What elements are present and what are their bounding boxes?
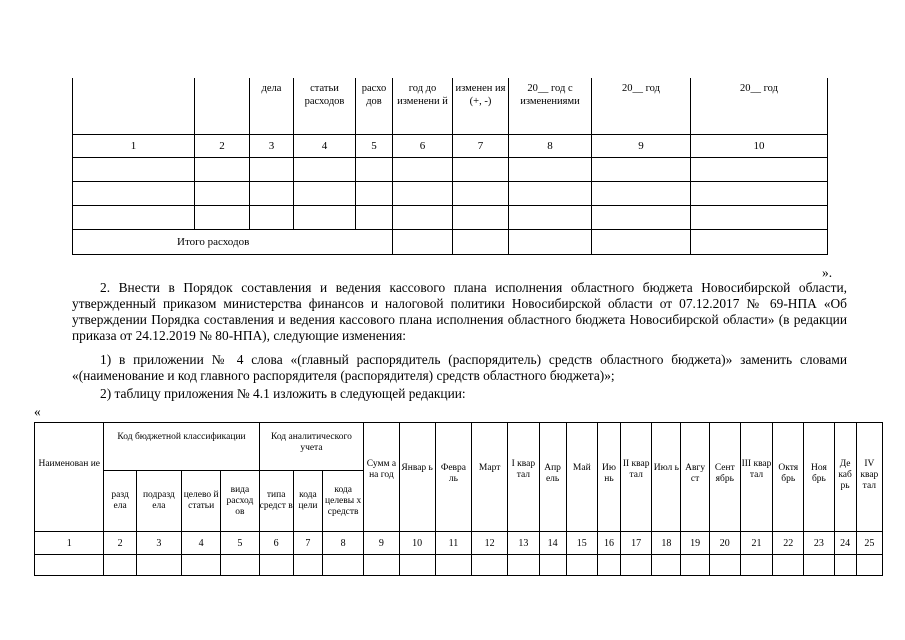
empty-cell [323, 555, 364, 576]
column-number: 3 [136, 532, 181, 555]
empty-cell [566, 555, 597, 576]
empty-cell [621, 555, 652, 576]
budget-subheader: целево й статьи [182, 471, 221, 532]
list-item-1: 1) в приложении № 4 слова «(главный распорядитель (распорядитель) средств областного бюджета)» заменить словами «(наименование и код главного распорядителя (распорядителя) средств областного бюджета)»; [72, 352, 847, 383]
top-budget-table [72, 78, 828, 255]
top-table-number-row [73, 135, 828, 158]
month-header: Январ ь [399, 423, 435, 532]
empty-cell [539, 555, 566, 576]
empty-cell [453, 182, 509, 206]
column-number: 5 [221, 532, 259, 555]
empty-cell [508, 555, 539, 576]
name-column-header: Наименован ие [35, 423, 104, 532]
empty-cell [356, 182, 393, 206]
cash-plan-header-row [35, 423, 883, 471]
analytic-subheader: кода целевы х средств [323, 471, 364, 532]
empty-cell [393, 206, 453, 230]
cash-plan-empty-row [35, 555, 883, 576]
empty-cell [182, 555, 221, 576]
empty-cell [592, 230, 691, 255]
top-header-cell: 20__ год с изменениями [509, 78, 592, 135]
empty-cell [195, 158, 250, 182]
empty-cell [652, 555, 681, 576]
month-header: Май [566, 423, 597, 532]
month-header: Апр ель [539, 423, 566, 532]
column-number: 6 [259, 532, 293, 555]
month-header: Октя брь [773, 423, 804, 532]
month-header: Авгу ст [681, 423, 709, 532]
empty-cell [509, 230, 592, 255]
empty-cell [250, 158, 294, 182]
empty-cell [509, 206, 592, 230]
cash-plan-table [34, 422, 883, 576]
empty-cell [804, 555, 834, 576]
column-number: 15 [566, 532, 597, 555]
empty-cell [509, 182, 592, 206]
empty-cell [393, 158, 453, 182]
column-number: 21 [740, 532, 772, 555]
top-header-cell: статьи расходов [294, 78, 356, 135]
empty-cell [399, 555, 435, 576]
empty-cell [597, 555, 620, 576]
column-number: 2 [104, 532, 136, 555]
column-number: 7 [453, 135, 509, 158]
quarter-header: III квар тал [740, 423, 772, 532]
empty-cell [709, 555, 740, 576]
column-number: 10 [691, 135, 828, 158]
column-number: 12 [472, 532, 508, 555]
column-number: 23 [804, 532, 834, 555]
empty-cell [294, 182, 356, 206]
top-header-cell [195, 78, 250, 135]
empty-cell [834, 555, 856, 576]
analytic-code-header: Код аналитического учета [259, 423, 364, 471]
top-header-cell: год до изменени й [393, 78, 453, 135]
column-number: 22 [773, 532, 804, 555]
quarter-header: IV квар тал [856, 423, 882, 532]
empty-cell [259, 555, 293, 576]
column-number: 17 [621, 532, 652, 555]
empty-cell [364, 555, 399, 576]
top-table-empty-row [73, 158, 828, 182]
top-header-cell: 20__ год [691, 78, 828, 135]
empty-cell [691, 158, 828, 182]
column-number: 8 [323, 532, 364, 555]
empty-cell [250, 206, 294, 230]
closing-quote: ». [822, 265, 833, 280]
column-number: 9 [364, 532, 399, 555]
column-number: 6 [393, 135, 453, 158]
empty-cell [691, 206, 828, 230]
empty-cell [195, 182, 250, 206]
empty-cell [195, 206, 250, 230]
empty-cell [740, 555, 772, 576]
top-header-cell: 20__ год [592, 78, 691, 135]
column-number: 13 [508, 532, 539, 555]
empty-cell [104, 555, 136, 576]
empty-cell [393, 182, 453, 206]
column-number: 14 [539, 532, 566, 555]
month-header: Февра ль [435, 423, 471, 532]
empty-cell [681, 555, 709, 576]
column-number: 4 [182, 532, 221, 555]
top-header-cell [73, 78, 195, 135]
empty-cell [592, 158, 691, 182]
column-number: 16 [597, 532, 620, 555]
top-header-cell: изменен ия (+, -) [453, 78, 509, 135]
budget-subheader: разд ела [104, 471, 136, 532]
empty-cell [35, 555, 104, 576]
empty-cell [509, 158, 592, 182]
budget-subheader: подразд ела [136, 471, 181, 532]
analytic-subheader: типа средст в [259, 471, 293, 532]
empty-cell [356, 206, 393, 230]
quarter-header: II квар тал [621, 423, 652, 532]
month-header: Де каб рь [834, 423, 856, 532]
empty-cell [250, 182, 294, 206]
list-item-2: 2) таблицу приложения № 4.1 изложить в следующей редакции: [100, 386, 466, 401]
month-header: Сент ябрь [709, 423, 740, 532]
month-header: Март [472, 423, 508, 532]
empty-cell [592, 182, 691, 206]
column-number: 5 [356, 135, 393, 158]
empty-cell [356, 158, 393, 182]
column-number: 1 [35, 532, 104, 555]
empty-cell [73, 182, 195, 206]
column-number: 2 [195, 135, 250, 158]
empty-cell [856, 555, 882, 576]
empty-cell [435, 555, 471, 576]
column-number: 19 [681, 532, 709, 555]
column-number: 25 [856, 532, 882, 555]
top-table-empty-row [73, 206, 828, 230]
budget-subheader: вида расход ов [221, 471, 259, 532]
empty-cell [592, 206, 691, 230]
column-number: 7 [293, 532, 322, 555]
column-number: 18 [652, 532, 681, 555]
top-header-cell: расхо дов [356, 78, 393, 135]
cash-plan-number-row [35, 532, 883, 555]
top-header-cell: дела [250, 78, 294, 135]
empty-cell [773, 555, 804, 576]
month-header: Ию нь [597, 423, 620, 532]
column-number: 1 [73, 135, 195, 158]
empty-cell [393, 230, 453, 255]
top-table-header-row [73, 78, 828, 135]
empty-cell [294, 206, 356, 230]
column-number: 4 [294, 135, 356, 158]
column-number: 11 [435, 532, 471, 555]
empty-cell [73, 158, 195, 182]
empty-cell [453, 206, 509, 230]
total-expenses-label: Итого расходов [73, 230, 393, 255]
empty-cell [453, 158, 509, 182]
top-table-empty-row [73, 182, 828, 206]
opening-quote: « [34, 404, 41, 419]
budget-classification-header: Код бюджетной классификации [104, 423, 259, 471]
top-table-total-row [73, 230, 828, 255]
column-number: 9 [592, 135, 691, 158]
column-number: 20 [709, 532, 740, 555]
analytic-subheader: кода цели [293, 471, 322, 532]
empty-cell [293, 555, 322, 576]
empty-cell [136, 555, 181, 576]
empty-cell [294, 158, 356, 182]
column-number: 3 [250, 135, 294, 158]
empty-cell [221, 555, 259, 576]
empty-cell [691, 182, 828, 206]
month-header: Сумм а на год [364, 423, 399, 532]
column-number: 24 [834, 532, 856, 555]
month-header: Ноя брь [804, 423, 834, 532]
month-header: Июл ь [652, 423, 681, 532]
empty-cell [73, 206, 195, 230]
quarter-header: I квар тал [508, 423, 539, 532]
column-number: 8 [509, 135, 592, 158]
empty-cell [472, 555, 508, 576]
column-number: 10 [399, 532, 435, 555]
paragraph-2: 2. Внести в Порядок составления и ведения кассового плана исполнения областного бюджета Новосибирской области, утвержденный приказом министерства финансов и налоговой политики Новосибирской области от 07.12.2017 № 69-НПА «Об утверждении Порядка составления и ведения кассового плана исполнения областного бюджета Новосибирской области» (в редакции приказа от 24.12.2019 № 80-НПА), следующие изменения: [72, 280, 847, 343]
empty-cell [453, 230, 509, 255]
empty-cell [691, 230, 828, 255]
